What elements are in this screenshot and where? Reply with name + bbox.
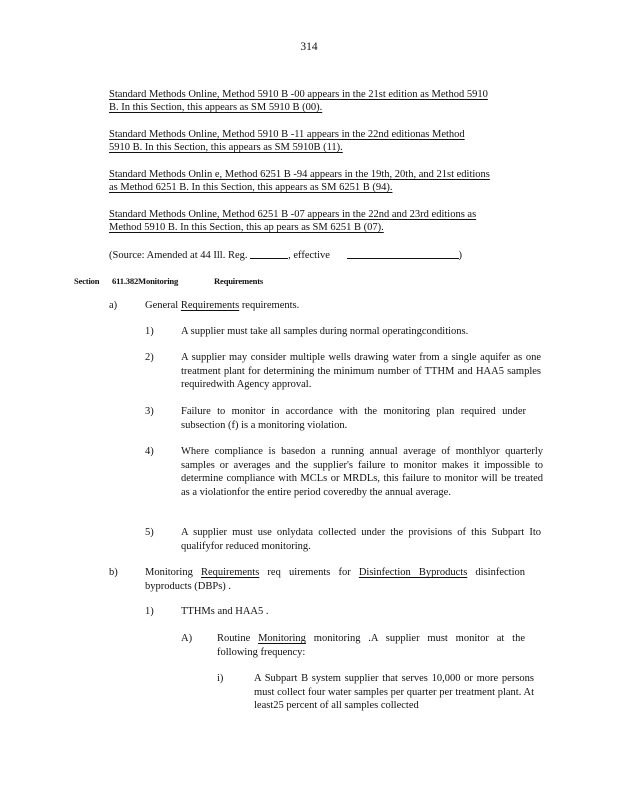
reference-1-line-1: Standard Methods Online, Method 5910 B -00 appears in the 21st edition as Method 5910 xyxy=(109,89,488,100)
subsection-b-label: b) xyxy=(109,567,118,578)
item-b1A-text xyxy=(217,632,525,659)
subsection-b-suffix: disinfection byproducts (DBPs) . xyxy=(145,567,525,592)
item-b1-label: 1) xyxy=(145,606,154,617)
item-a4-text: Where compliance is basedon a running annual average of monthlyor quarterly samples or averages and the supplier's failure to monitor makes it impossible to determine compliance with MCLs or MRDLs, this failure to monitor will be treated as a violationfor the entire period coveredby the annual average. xyxy=(181,446,543,498)
subsection-a-inserted: Requirements xyxy=(180,300,240,311)
item-a1-label: 1) xyxy=(145,326,154,337)
section-label: Section xyxy=(74,276,100,286)
item-b1A-suffix: monitoring .A supplier must monitor at the following frequency: xyxy=(217,633,525,658)
reference-2-line-2: 5910 B. In this Section, this appears as SM 5910B (11). xyxy=(109,142,343,153)
section-number: 611.382Monitoring xyxy=(112,276,179,286)
source-prefix: (Source: Amended at 44 Ill. Reg. xyxy=(109,250,248,261)
item-a3-text: Failure to monitor in accordance with the monitoring plan required under subsection (f) is a monitoring violation. xyxy=(181,406,526,431)
subsection-b-middle: req uirements for xyxy=(259,567,359,578)
subsection-a-suffix: requirements. xyxy=(239,300,300,311)
register-number-blank xyxy=(250,248,288,259)
source-note xyxy=(109,248,462,263)
reference-3-line-2: as Method 6251 B. In this Section, this appears as SM 6251 B (94). xyxy=(109,182,393,193)
item-a2-text: A supplier may consider multiple wells drawing water from a single aquifer as one treatment plant for determining the minimum number of TTHM and HAA5 samples requiredwith Agency approval. xyxy=(181,352,541,391)
reference-4-line-2: Method 5910 B. In this Section, this ap pears as SM 6251 B (07). xyxy=(109,222,384,233)
effective-date-blank xyxy=(347,248,459,259)
reference-4-line-1: Standard Methods Online, Method 6251 B -07 appears in the 22nd and 23rd editions as xyxy=(109,209,477,220)
reference-3-line-1: Standard Methods Onlin e, Method 6251 B -94 appears in the 19th, 20th, and 21st editions xyxy=(109,169,490,180)
reference-1-line-2: B. In this Section, this appears as SM 5910 B (00). xyxy=(109,102,323,113)
item-a1-text: A supplier must take all samples during normal operatingconditions. xyxy=(181,326,469,337)
item-b1Ai-text: A Subpart B system supplier that serves 10,000 or more persons must collect four water samples per quarter per treatment plant. At least25 percent of all samples collected xyxy=(254,673,534,712)
item-a5-label: 5) xyxy=(145,527,154,538)
section-title: Requirements xyxy=(214,276,263,286)
subsection-b-prefix: Monitoring xyxy=(145,567,201,578)
item-a2-label: 2) xyxy=(145,352,154,363)
page-number: 314 xyxy=(300,41,318,53)
subsection-a-label: a) xyxy=(109,300,118,311)
item-b1A-label: A) xyxy=(181,633,193,644)
item-b1Ai-label: i) xyxy=(217,673,224,684)
subsection-b-inserted-1: Requirements xyxy=(200,567,260,578)
item-b1-text: TTHMs and HAA5 . xyxy=(181,606,269,617)
item-a5-text: A supplier must use onlydata collected under the provisions of this Subpart Ito qualifyfor reduced monitoring. xyxy=(181,527,541,552)
item-a3-label: 3) xyxy=(145,406,154,417)
item-a4-label: 4) xyxy=(145,446,154,457)
reference-2-line-1: Standard Methods Online, Method 5910 B -11 appears in the 22nd editionas Method xyxy=(109,129,465,140)
item-b1A-inserted: Monitoring xyxy=(258,633,306,644)
subsection-b-inserted-2: Disinfection Byproducts xyxy=(358,567,468,578)
item-b1A-prefix: Routine xyxy=(217,633,259,644)
subsection-b-text xyxy=(145,566,525,593)
source-suffix: ) xyxy=(458,250,463,261)
subsection-a-text xyxy=(145,299,299,313)
subsection-a-prefix: General xyxy=(145,300,181,311)
source-middle: , effective xyxy=(288,250,330,261)
